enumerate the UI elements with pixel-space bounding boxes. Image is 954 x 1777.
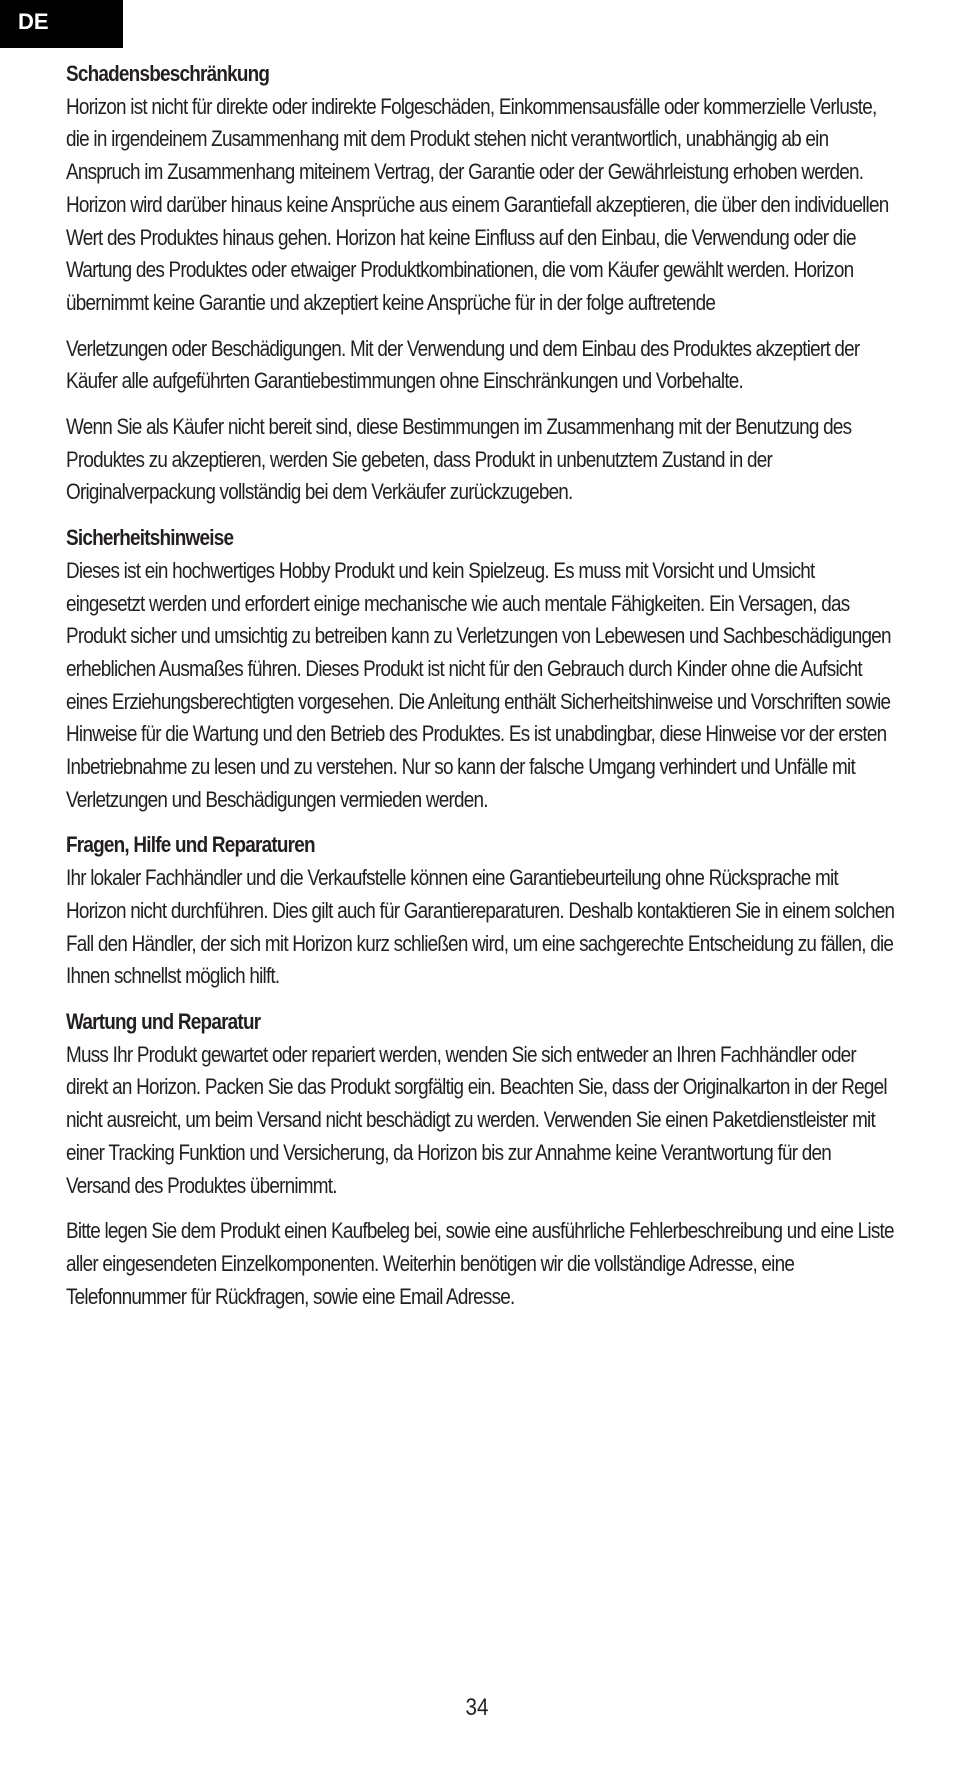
paragraph: Bitte legen Sie dem Produkt einen Kaufbeleg bei, sowie eine ausführliche Fehlerbeschreibung und eine Liste aller eingesendeten Einzelkomponenten. Weiterhin benötigen wir die vollständige Adresse, eine Telefonnummer für Rückfragen, sowie eine Email Adresse. [66,1218,894,1309]
section-heading: Wartung und Reparatur [66,1008,261,1034]
section-maintenance [66,1006,896,1313]
document-body [66,58,896,1326]
paragraph: Wenn Sie als Käufer nicht bereit sind, diese Bestimmungen im Zusammenhang mit der Benutzung des Produktes zu akzeptieren, werden Sie gebeten, dass Produkt in unbenutztem Zustand in der Originalverpackung vollständig bei dem Verkäufer zurückzugeben. [66,414,852,505]
paragraph: Ihr lokaler Fachhändler und die Verkaufstelle können eine Garantiebeurteilung ohne Rücksprache mit Horizon nicht durchführen. Dies gilt auch für Garantiereparaturen. Deshalb kontaktieren Sie in einem solchen Fall den Händler, der sich mit Horizon kurz schließen wird, um eine sachgerechte Entscheidung zu fällen, die Ihnen schnellst möglich hilft. [66,865,895,989]
paragraph: Verletzungen oder Beschädigungen. Mit der Verwendung und dem Einbau des Produktes akzeptiert der Käufer alle aufgeführten Garantiebestimmungen ohne Einschränkungen und Vorbehalte. [66,335,860,394]
paragraph: Horizon ist nicht für direkte oder indirekte Folgeschäden, Einkommensausfälle oder kommerzielle Verluste, die in irgendeinem Zusammenhang mit dem Produkt stehen nicht verantwortlich, unabhängig ab ein Anspruch im Zusammenhang miteinem Vertrag, der Garantie oder der Gewährleistung erhoben werden. Horizon wird darüber hinaus keine Ansprüche aus einem Garantiefall akzeptieren, die über den individuellen Wert des Produktes hinaus gehen. Horizon hat keine Einfluss auf den Einbau, die Verwendung oder die Wartung des Produktes oder etwaiger Produktkombinationen, die vom Käufer gewählt werden. Horizon übernimmt keine Garantie und akzeptiert keine Ansprüche für in der folge auftretende [66,93,889,315]
paragraph: Muss Ihr Produkt gewartet oder repariert werden, wenden Sie sich entweder an Ihren Fachhändler oder direkt an Horizon. Packen Sie das Produkt sorgfältig ein. Beachten Sie, dass der Originalkarton in der Regel nicht ausreicht, um beim Versand nicht beschädigt zu werden. Verwenden Sie einen Paketdienstleister mit einer Tracking Funktion und Versicherung, da Horizon bis zur Annahme keine Verantwortung für den Versand des Produktes übernimmt. [66,1041,887,1198]
section-heading: Sicherheitshinweise [66,525,234,551]
section-heading: Schadensbeschränkung [66,61,270,86]
section-safety [66,522,896,816]
language-tab: DE [0,0,123,48]
page-number: 34 [465,1694,489,1721]
section-heading: Fragen, Hilfe und Reparaturen [66,832,315,858]
section-questions [66,829,896,993]
paragraph: Dieses ist ein hochwertiges Hobby Produkt und kein Spielzeug. Es muss mit Vorsicht und Umsicht eingesetzt werden und erfordert einige mechanische wie auch mentale Fähigkeiten. Ein Versagen, das Produkt sicher und umsichtig zu betreiben kann zu Verletzungen von Lebewesen und Sachbeschädigungen erheblichen Ausmaßes führen. Dieses Produkt ist nicht für den Gebrauch durch Kinder ohne die Aufsicht eines Erziehungsberechtigten vorgesehen. Die Anleitung enthält Sicherheitshinweise und Vorschriften sowie Hinweise für die Wartung und den Betrieb des Produktes. Es ist unabdingbar, diese Hinweise vor der ersten Inbetriebnahme zu lesen und zu verstehen. Nur so kann der falsche Umgang verhindert und Unfälle mit Verletzungen und Beschädigungen vermieden werden. [66,557,891,812]
section-liability [66,58,896,509]
